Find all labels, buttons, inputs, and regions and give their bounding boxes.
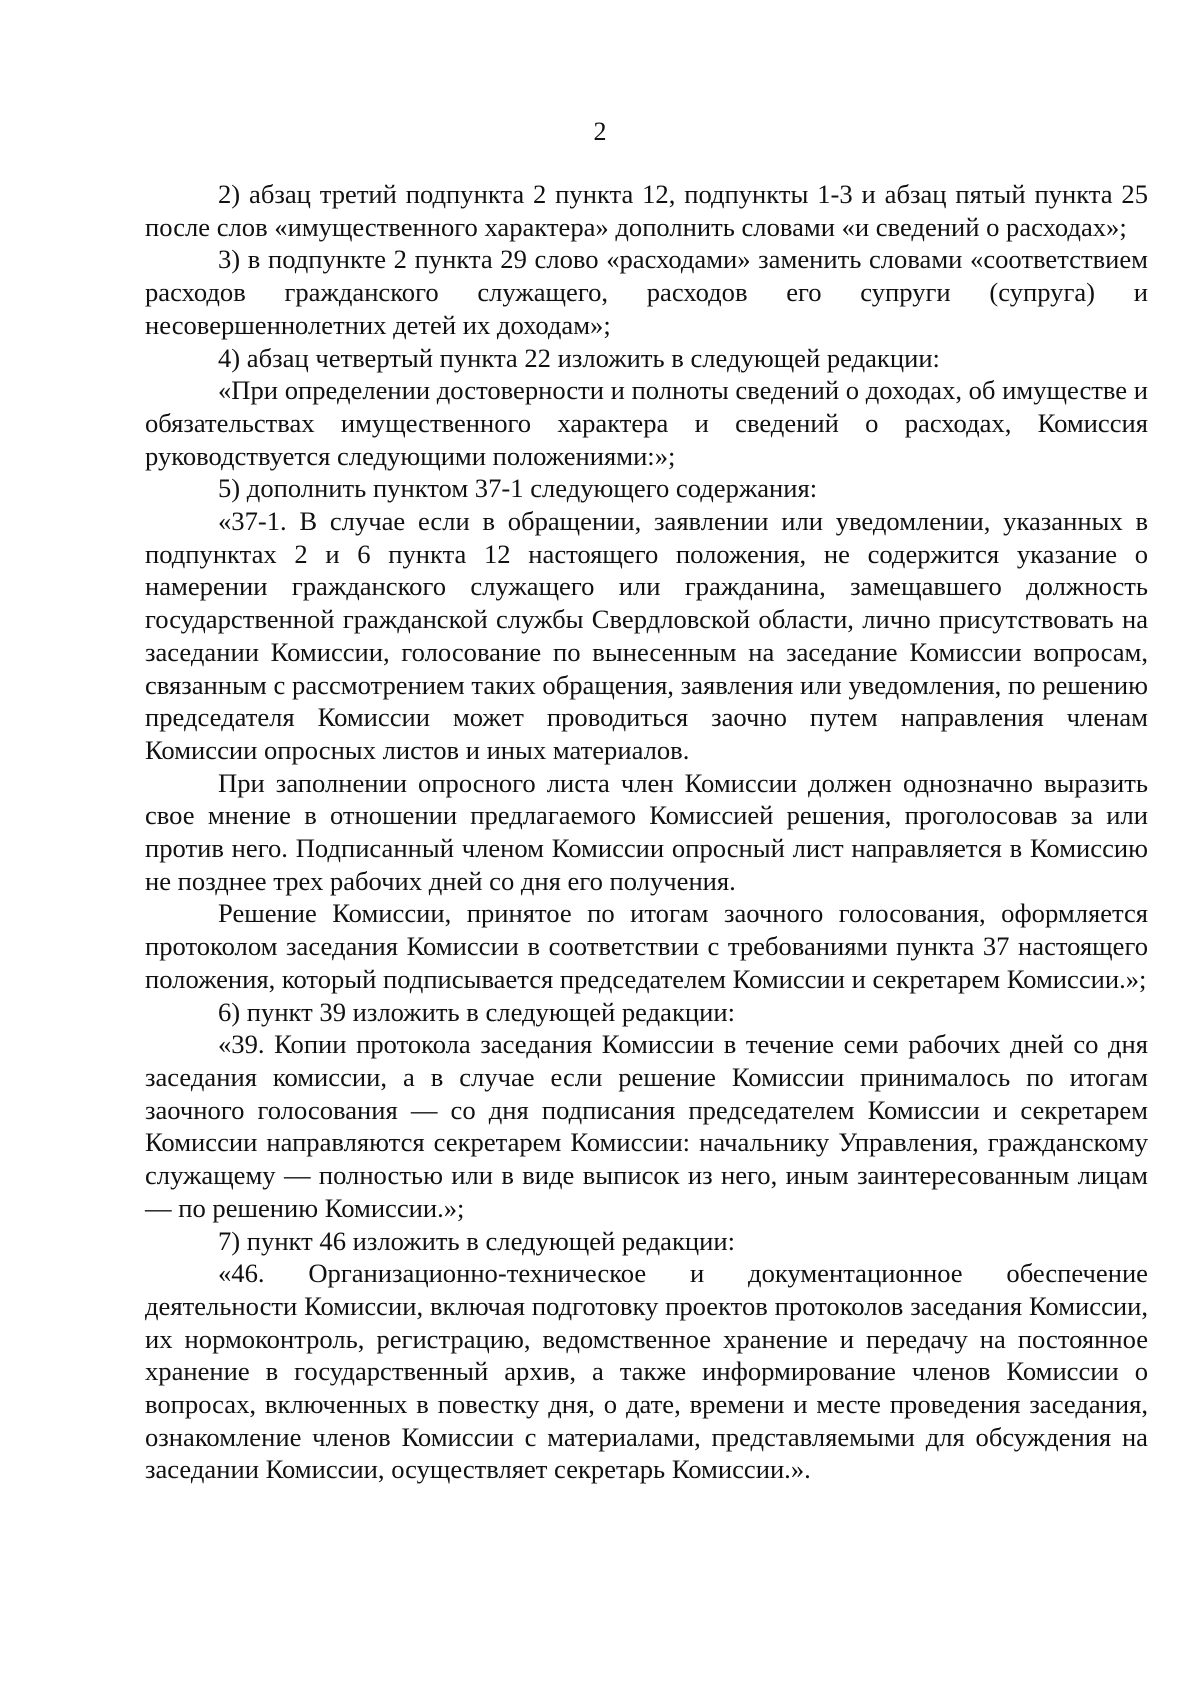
paragraph-item-2: 2) абзац третий подпункта 2 пункта 12, подпункты 1-3 и абзац пятый пункта 25 после слов «имущественного характера» дополнить словами «и сведений о расходах»; <box>145 179 1148 242</box>
paragraph-item-7: 7) пункт 46 изложить в следующей редакции: <box>218 1225 735 1256</box>
paragraph-quote-37-1: «37-1. В случае если в обращении, заявлении или уведомлении, указанных в подпунктах 2 и 6 пункта 12 настоящего положения, не содержится указание о намерении гражданского служащего или гражданина, замещавшего должность государственной гражданской службы Свердловской области, лично присутствовать на заседании Комиссии, голосование по вынесенным на заседание Комиссии вопросам, связанным с рассмотрением таких обращения, заявления или уведомления, по решению председателя Комиссии может проводиться заочно путем направления членам Комиссии опросных листов и иных материалов. <box>145 506 1148 765</box>
paragraph-quote-46: «46. Организационно-техническое и документационное обеспечение деятельности Комиссии, включая подготовку проектов протоколов заседания Комиссии, их нормоконтроль, регистрацию, ведомственное хранение и передачу на постоянное хранение в государственный архив, а также информирование членов Комиссии о вопросах, включенных в повестку дня, о дате, времени и месте проведения заседания, ознакомление членов Комиссии с материалами, представляемыми для обсуждения на заседании Комиссии, осуществляет секретарь Комиссии.». <box>145 1258 1148 1485</box>
paragraph-quote-39: «39. Копии протокола заседания Комиссии в течение семи рабочих дней со дня заседания комиссии, а в случае если решение Комиссии принималось по итогам заочного голосования — со дня подписания председателем Комиссии и секретарем Комиссии направляются секретарем Комиссии: начальнику Управления, гражданскому служащему — полностью или в виде выписок из него, иным заинтересованным лицам — по решению Комиссии.»; <box>145 1029 1148 1223</box>
paragraph-item-5: 5) дополнить пунктом 37-1 следующего содержания: <box>218 473 818 504</box>
paragraph-item-3: 3) в подпункте 2 пункта 29 слово «расходами» заменить словами «соответствием расходов гражданского служащего, расходов его супруги (супруга) и несовершеннолетних детей их доходам»; <box>145 244 1148 340</box>
paragraph-quote-item-4: «При определении достоверности и полноты сведений о доходах, об имуществе и обязательствах имущественного характера и сведений о расходах, Комиссия руководствуется следующими положениями:»; <box>145 375 1148 471</box>
paragraph-survey-sheet: При заполнении опросного листа член Комиссии должен однозначно выразить свое мнение в отношении предлагаемого Комиссией решения, проголосовав за или против него. Подписанный членом Комиссии опросный лист направляется в Комиссию не позднее трех рабочих дней со дня его получения. <box>145 767 1148 896</box>
paragraph-item-6: 6) пункт 39 изложить в следующей редакции: <box>218 996 735 1027</box>
page-number: 2 <box>593 117 607 146</box>
paragraph-decision: Решение Комиссии, принятое по итогам заочного голосования, оформляется протоколом заседания Комиссии в соответствии с требованиями пункта 37 настоящего положения, который подписывается председателем Комиссии и секретарем Комиссии.»; <box>145 898 1148 994</box>
document-body <box>145 178 1148 1486</box>
paragraph-item-4: 4) абзац четвертый пункта 22 изложить в следующей редакции: <box>218 342 940 373</box>
